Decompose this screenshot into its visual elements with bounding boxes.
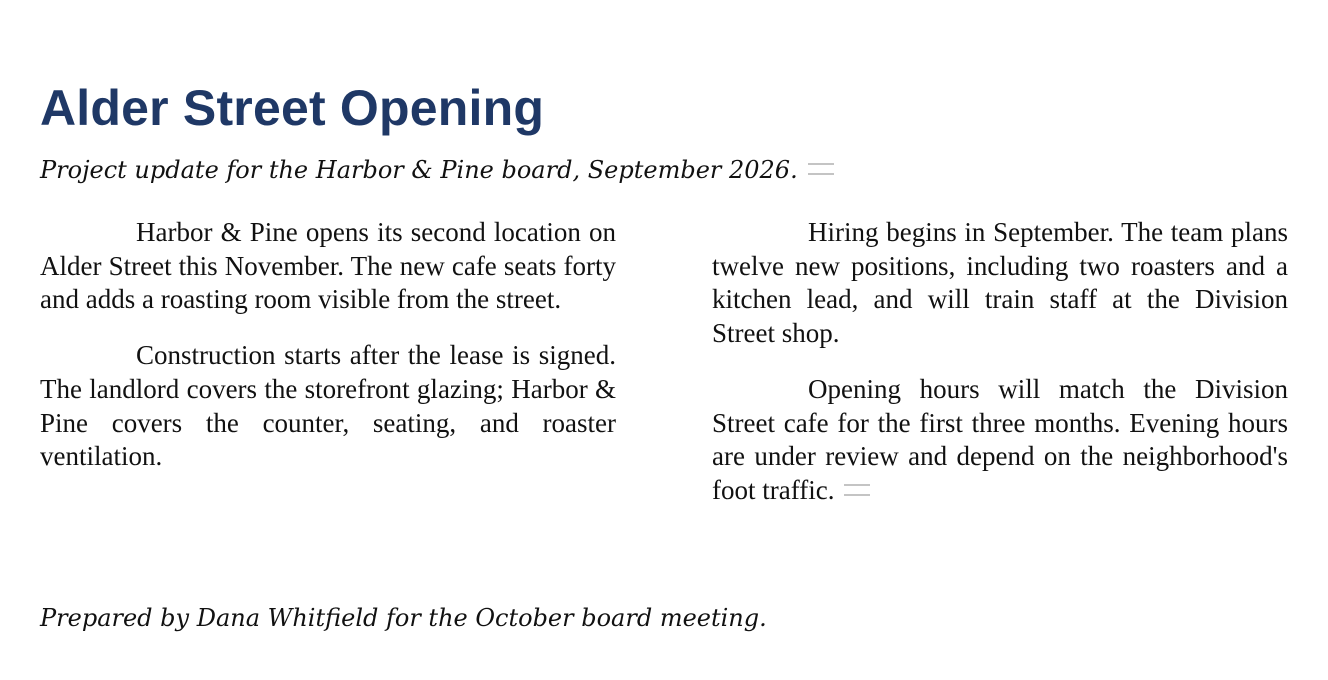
paragraph-construction: Construction starts after the lease is signed. The landlord covers the storefront glazing; Harbor & Pine covers the counter, seating, and roaster ventilation. [40,340,616,472]
subtitle-text: Project update for the Harbor & Pine board, September 2026. [40,156,798,184]
double-line-mark-icon [844,484,870,496]
page-title: Alder Street Opening [40,80,545,136]
right-column [712,216,1288,530]
paragraph-hiring: Hiring begins in September. The team plans twelve new positions, including two roasters and a kitchen lead, and will train staff at the Division Street shop. [712,217,1288,349]
paragraph-location: Harbor & Pine opens its second location on Alder Street this November. The new cafe seats forty and adds a roasting room visible from the street. [40,217,616,315]
left-column [40,216,616,530]
paragraph-hours-text: Opening hours will match the Division Street cafe for the first three months. Evening hours are under review and depend on the neighborhood's foot traffic. [712,373,1288,505]
paragraph-hours [712,373,1288,508]
two-column-body [40,216,1288,530]
double-line-mark-icon [808,163,834,175]
page-subtitle [40,152,1288,188]
document-footer: Prepared by Dana Whitfield for the October board meeting. [40,604,767,632]
document-page [40,72,1288,530]
